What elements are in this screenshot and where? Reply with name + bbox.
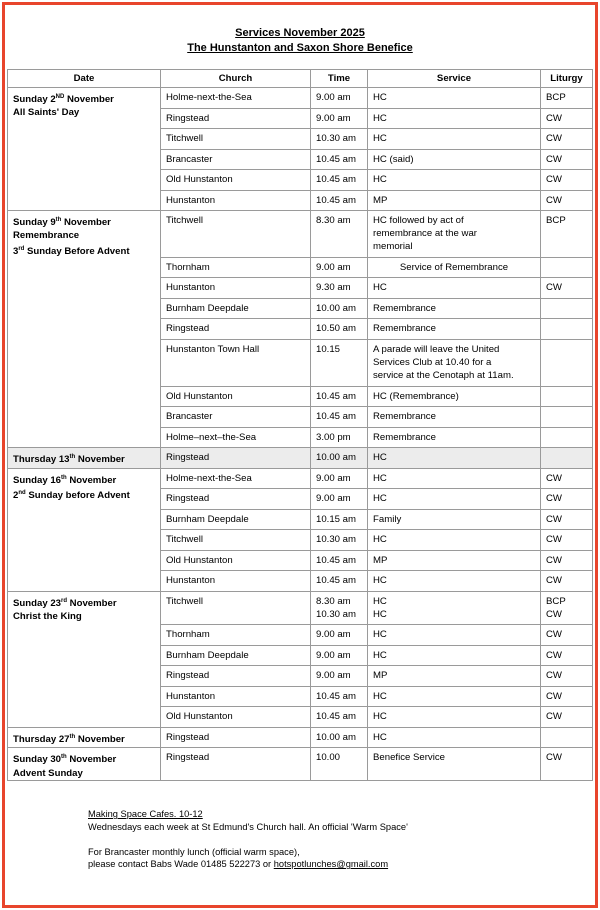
- cell-line: 10.45 am: [316, 575, 357, 587]
- cell-line: Service of Remembrance: [399, 261, 509, 273]
- time-cell: [311, 170, 368, 191]
- cell-line: Remembrance: [13, 230, 80, 242]
- cell-line: 9.00 am: [316, 629, 351, 641]
- church-cell: Hunstanton Town Hall: [161, 339, 311, 386]
- column-header-liturgy: Liturgy: [541, 70, 593, 88]
- cell-line: CW: [546, 711, 562, 723]
- cell-line: CW: [546, 649, 562, 661]
- service-cell: [368, 645, 541, 666]
- liturgy-cell: [541, 571, 593, 592]
- time-cell: [311, 530, 368, 551]
- service-cell: [368, 319, 541, 340]
- church-cell: Holme-next-the-Sea: [161, 468, 311, 489]
- time-cell: [311, 645, 368, 666]
- cell-line: 10.45 am: [316, 174, 357, 185]
- cell-line: CW: [546, 282, 562, 294]
- time-cell: [311, 298, 368, 319]
- table-row: [8, 468, 593, 489]
- date-line: Thursday 27th November: [13, 733, 125, 746]
- lunch-line-1: For Brancaster monthly lunch (official warm space),: [88, 846, 300, 857]
- service-cell: [368, 666, 541, 687]
- table-row: [8, 211, 593, 258]
- cell-line: 10.45 am: [316, 153, 357, 165]
- service-cell: [368, 278, 541, 299]
- column-header-service: Service: [368, 70, 541, 88]
- liturgy-cell: [541, 666, 593, 687]
- cell-line: HC: [373, 608, 387, 620]
- cell-line: 10.30 am: [316, 534, 357, 546]
- date-cell: [8, 211, 161, 448]
- time-cell: [311, 748, 368, 781]
- cell-line: 3.00 pm: [316, 431, 351, 443]
- service-cell: [368, 407, 541, 428]
- time-cell: [311, 727, 368, 748]
- cell-line: CW: [546, 554, 562, 566]
- time-cell: [311, 339, 368, 386]
- cell-line: 10.00 am: [316, 302, 357, 314]
- footer: [88, 808, 408, 871]
- date-line: Sunday 2ND November: [13, 94, 114, 106]
- cell-line: 10.45 am: [316, 194, 357, 206]
- date-line: Sunday 16th November: [13, 474, 117, 486]
- church-cell: Hunstanton: [161, 278, 311, 299]
- table-row: [8, 448, 593, 469]
- date-cell: [8, 468, 161, 591]
- service-cell: [368, 339, 541, 386]
- church-cell: Ringstead: [161, 319, 311, 340]
- cell-line: 10.15: [316, 343, 341, 355]
- time-cell: [311, 489, 368, 510]
- cell-line: CW: [546, 608, 562, 620]
- liturgy-cell: [541, 298, 593, 319]
- service-cell: [368, 468, 541, 489]
- church-cell: Hunstanton: [161, 571, 311, 592]
- date-line: Sunday 30th November: [13, 754, 117, 766]
- service-cell: [368, 129, 541, 150]
- liturgy-cell: [541, 591, 593, 625]
- church-cell: Hunstanton: [161, 190, 311, 211]
- liturgy-cell: [541, 190, 593, 211]
- time-cell: [311, 427, 368, 448]
- cell-line: Benefice Service: [373, 752, 445, 764]
- cell-line: 10.45 am: [316, 554, 357, 566]
- cell-line: Services Club at 10.40 for a: [373, 357, 492, 369]
- cell-line: 10.30 am: [316, 133, 357, 144]
- time-cell: [311, 625, 368, 646]
- date-line: Thursday 13th November: [13, 454, 125, 466]
- cell-line: HC: [373, 534, 387, 546]
- cell-line: Remembrance: [373, 302, 436, 314]
- service-cell: [368, 298, 541, 319]
- service-cell: [368, 727, 541, 748]
- cell-line: MP: [373, 194, 388, 206]
- liturgy-cell: [541, 257, 593, 278]
- liturgy-cell: [541, 278, 593, 299]
- time-cell: [311, 386, 368, 407]
- cell-line: 10.30 am: [316, 608, 357, 620]
- liturgy-cell: [541, 707, 593, 728]
- cell-line: CW: [546, 174, 562, 185]
- header: [0, 26, 600, 56]
- cell-line: HC: [373, 711, 387, 723]
- service-cell: [368, 448, 541, 469]
- cell-line: CW: [546, 133, 562, 144]
- table-row: [8, 748, 593, 781]
- cell-line: 10.00 am: [316, 452, 357, 464]
- time-cell: [311, 666, 368, 687]
- time-cell: [311, 211, 368, 258]
- church-cell: Titchwell: [161, 211, 311, 258]
- service-cell: [368, 686, 541, 707]
- email-link[interactable]: hotspotlunches@gmail.com: [273, 859, 389, 869]
- time-cell: [311, 468, 368, 489]
- liturgy-cell: [541, 645, 593, 666]
- cell-line: CW: [546, 513, 562, 525]
- cell-line: HC: [373, 112, 387, 124]
- services-table: [7, 69, 593, 781]
- cell-line: HC: [373, 452, 387, 464]
- church-cell: Titchwell: [161, 129, 311, 150]
- cell-line: Advent Sunday: [13, 767, 83, 779]
- church-cell: Thornham: [161, 625, 311, 646]
- liturgy-cell: [541, 448, 593, 469]
- time-cell: [311, 257, 368, 278]
- church-cell: Brancaster: [161, 149, 311, 170]
- cell-line: Remembrance: [373, 431, 436, 443]
- cell-line: HC: [373, 92, 387, 103]
- church-cell: Ringstead: [161, 748, 311, 781]
- cell-line: CW: [546, 752, 562, 764]
- column-header-date: Date: [8, 70, 161, 88]
- time-cell: [311, 407, 368, 428]
- liturgy-cell: [541, 386, 593, 407]
- cell-line: HC: [373, 472, 387, 484]
- church-cell: Brancaster: [161, 407, 311, 428]
- cell-line: HC: [373, 174, 387, 185]
- cell-line: 10.45 am: [316, 390, 357, 402]
- liturgy-cell: [541, 108, 593, 129]
- cell-line: HC: [373, 690, 387, 702]
- table-body: [8, 88, 593, 781]
- cell-line: CW: [546, 112, 562, 124]
- service-cell: [368, 625, 541, 646]
- table-row: [8, 727, 593, 748]
- cell-line: CW: [546, 575, 562, 587]
- service-cell: [368, 257, 541, 278]
- cell-line: CW: [546, 493, 562, 505]
- church-cell: Holme–next–the-Sea: [161, 427, 311, 448]
- time-cell: [311, 686, 368, 707]
- church-cell: Old Hunstanton: [161, 707, 311, 728]
- cell-line: 10.45 am: [316, 690, 357, 702]
- cell-line: HC: [373, 595, 387, 607]
- cell-line: remembrance at the war: [373, 228, 477, 240]
- cell-line: 9.00 am: [316, 261, 351, 273]
- cell-line: Remembrance: [373, 411, 436, 423]
- date-cell: [8, 727, 161, 748]
- table-row: [8, 591, 593, 625]
- cell-line: CW: [546, 690, 562, 702]
- service-cell: [368, 88, 541, 109]
- table-row: [8, 88, 593, 109]
- liturgy-cell: [541, 625, 593, 646]
- service-cell: [368, 149, 541, 170]
- date-line: Sunday 9th November: [13, 217, 111, 229]
- cell-line: 9.00 am: [316, 670, 351, 682]
- cell-line: 10.50 am: [316, 323, 357, 335]
- cell-line: HC: [373, 629, 387, 641]
- liturgy-cell: [541, 407, 593, 428]
- cell-line: HC: [373, 649, 387, 661]
- cell-line: HC followed by act of: [373, 215, 464, 226]
- cell-line: 9.00 am: [316, 472, 351, 484]
- liturgy-cell: [541, 211, 593, 258]
- date-cell: [8, 448, 161, 469]
- cell-line: CW: [546, 629, 562, 641]
- cell-line: All Saints' Day: [13, 107, 80, 119]
- cell-line: Christ the King: [13, 611, 82, 623]
- liturgy-cell: [541, 427, 593, 448]
- cell-line: BCP: [546, 215, 566, 226]
- time-cell: [311, 550, 368, 571]
- time-cell: [311, 108, 368, 129]
- cafes-text: Wednesdays each week at St Edmund's Church hall. An official 'Warm Space': [88, 821, 408, 832]
- cell-line: CW: [546, 534, 562, 546]
- cell-line: MP: [373, 554, 388, 566]
- cell-line: 8.30 am: [316, 215, 351, 226]
- church-cell: Titchwell: [161, 591, 311, 625]
- church-cell: Burnham Deepdale: [161, 298, 311, 319]
- church-cell: Titchwell: [161, 530, 311, 551]
- church-cell: Ringstead: [161, 108, 311, 129]
- cell-line: 10.45 am: [316, 711, 357, 723]
- column-header-church: Church: [161, 70, 311, 88]
- liturgy-cell: [541, 339, 593, 386]
- lunch-contact-text: please contact Babs Wade 01485 522273 or: [88, 859, 274, 869]
- liturgy-cell: [541, 88, 593, 109]
- cell-line: 10.15 am: [316, 513, 357, 525]
- cell-line: 10.45 am: [316, 411, 357, 423]
- cell-line: CW: [546, 194, 562, 206]
- cell-line: Remembrance: [373, 323, 436, 335]
- service-cell: [368, 386, 541, 407]
- liturgy-cell: [541, 319, 593, 340]
- liturgy-cell: [541, 489, 593, 510]
- cell-line: HC: [373, 282, 387, 294]
- liturgy-cell: [541, 149, 593, 170]
- service-cell: [368, 190, 541, 211]
- cell-line: HC (Remembrance): [373, 390, 459, 402]
- cell-line: CW: [546, 670, 562, 682]
- time-cell: [311, 319, 368, 340]
- church-cell: Burnham Deepdale: [161, 509, 311, 530]
- cell-line: 10.00: [316, 752, 341, 764]
- cell-line: memorial: [373, 241, 413, 253]
- service-cell: [368, 108, 541, 129]
- church-cell: Ringstead: [161, 666, 311, 687]
- time-cell: [311, 278, 368, 299]
- church-cell: Ringstead: [161, 448, 311, 469]
- church-cell: Ringstead: [161, 727, 311, 748]
- time-cell: [311, 591, 368, 625]
- cell-line: CW: [546, 472, 562, 484]
- service-cell: [368, 591, 541, 625]
- cell-line: 9.00 am: [316, 92, 351, 103]
- service-cell: [368, 530, 541, 551]
- date-line: 2nd Sunday before Advent: [13, 490, 130, 502]
- liturgy-cell: [541, 468, 593, 489]
- cell-line: A parade will leave the United: [373, 343, 500, 355]
- time-cell: [311, 571, 368, 592]
- cell-line: service at the Cenotaph at 11am.: [373, 370, 514, 382]
- liturgy-cell: [541, 530, 593, 551]
- service-cell: [368, 748, 541, 781]
- service-cell: [368, 489, 541, 510]
- cell-line: HC: [373, 575, 387, 587]
- church-cell: Ringstead: [161, 489, 311, 510]
- liturgy-cell: [541, 170, 593, 191]
- cell-line: 9.30 am: [316, 282, 351, 294]
- service-cell: [368, 571, 541, 592]
- cafes-heading: Making Space Cafes. 10-12: [88, 809, 203, 819]
- time-cell: [311, 448, 368, 469]
- cell-line: HC: [373, 133, 387, 144]
- church-cell: Hunstanton: [161, 686, 311, 707]
- cell-line: 9.00 am: [316, 493, 351, 505]
- church-cell: Holme-next-the-Sea: [161, 88, 311, 109]
- time-cell: [311, 88, 368, 109]
- service-cell: [368, 707, 541, 728]
- liturgy-cell: [541, 509, 593, 530]
- cell-line: MP: [373, 670, 388, 682]
- cell-line: 8.30 am: [316, 595, 351, 607]
- church-cell: Old Hunstanton: [161, 170, 311, 191]
- liturgy-cell: [541, 129, 593, 150]
- service-cell: [368, 427, 541, 448]
- cell-line: 9.00 am: [316, 112, 351, 124]
- church-cell: Old Hunstanton: [161, 386, 311, 407]
- date-cell: [8, 591, 161, 727]
- date-line: 3rd Sunday Before Advent: [13, 245, 130, 257]
- cell-line: BCP: [546, 92, 566, 103]
- column-header-time: Time: [311, 70, 368, 88]
- lunch-line-2: [88, 858, 408, 871]
- liturgy-cell: [541, 748, 593, 781]
- liturgy-cell: [541, 550, 593, 571]
- service-cell: [368, 550, 541, 571]
- cell-line: HC: [373, 731, 387, 743]
- liturgy-cell: [541, 727, 593, 748]
- church-cell: Thornham: [161, 257, 311, 278]
- church-cell: Old Hunstanton: [161, 550, 311, 571]
- date-line: Sunday 23rd November: [13, 597, 117, 609]
- cell-line: BCP: [546, 595, 566, 607]
- date-cell: [8, 88, 161, 211]
- cell-line: 9.00 am: [316, 649, 351, 661]
- liturgy-cell: [541, 686, 593, 707]
- service-cell: [368, 509, 541, 530]
- cell-line: Family: [373, 513, 402, 525]
- time-cell: [311, 190, 368, 211]
- page-subtitle: The Hunstanton and Saxon Shore Benefice: [187, 42, 413, 54]
- time-cell: [311, 149, 368, 170]
- page-title: Services November 2025: [235, 27, 365, 39]
- cell-line: HC (said): [373, 153, 414, 165]
- cell-line: CW: [546, 153, 562, 165]
- cell-line: 10.00 am: [316, 731, 357, 743]
- service-cell: [368, 170, 541, 191]
- date-cell: [8, 748, 161, 781]
- time-cell: [311, 509, 368, 530]
- time-cell: [311, 129, 368, 150]
- time-cell: [311, 707, 368, 728]
- cell-line: HC: [373, 493, 387, 505]
- church-cell: Burnham Deepdale: [161, 645, 311, 666]
- table-header-row: [8, 70, 593, 88]
- service-cell: [368, 211, 541, 258]
